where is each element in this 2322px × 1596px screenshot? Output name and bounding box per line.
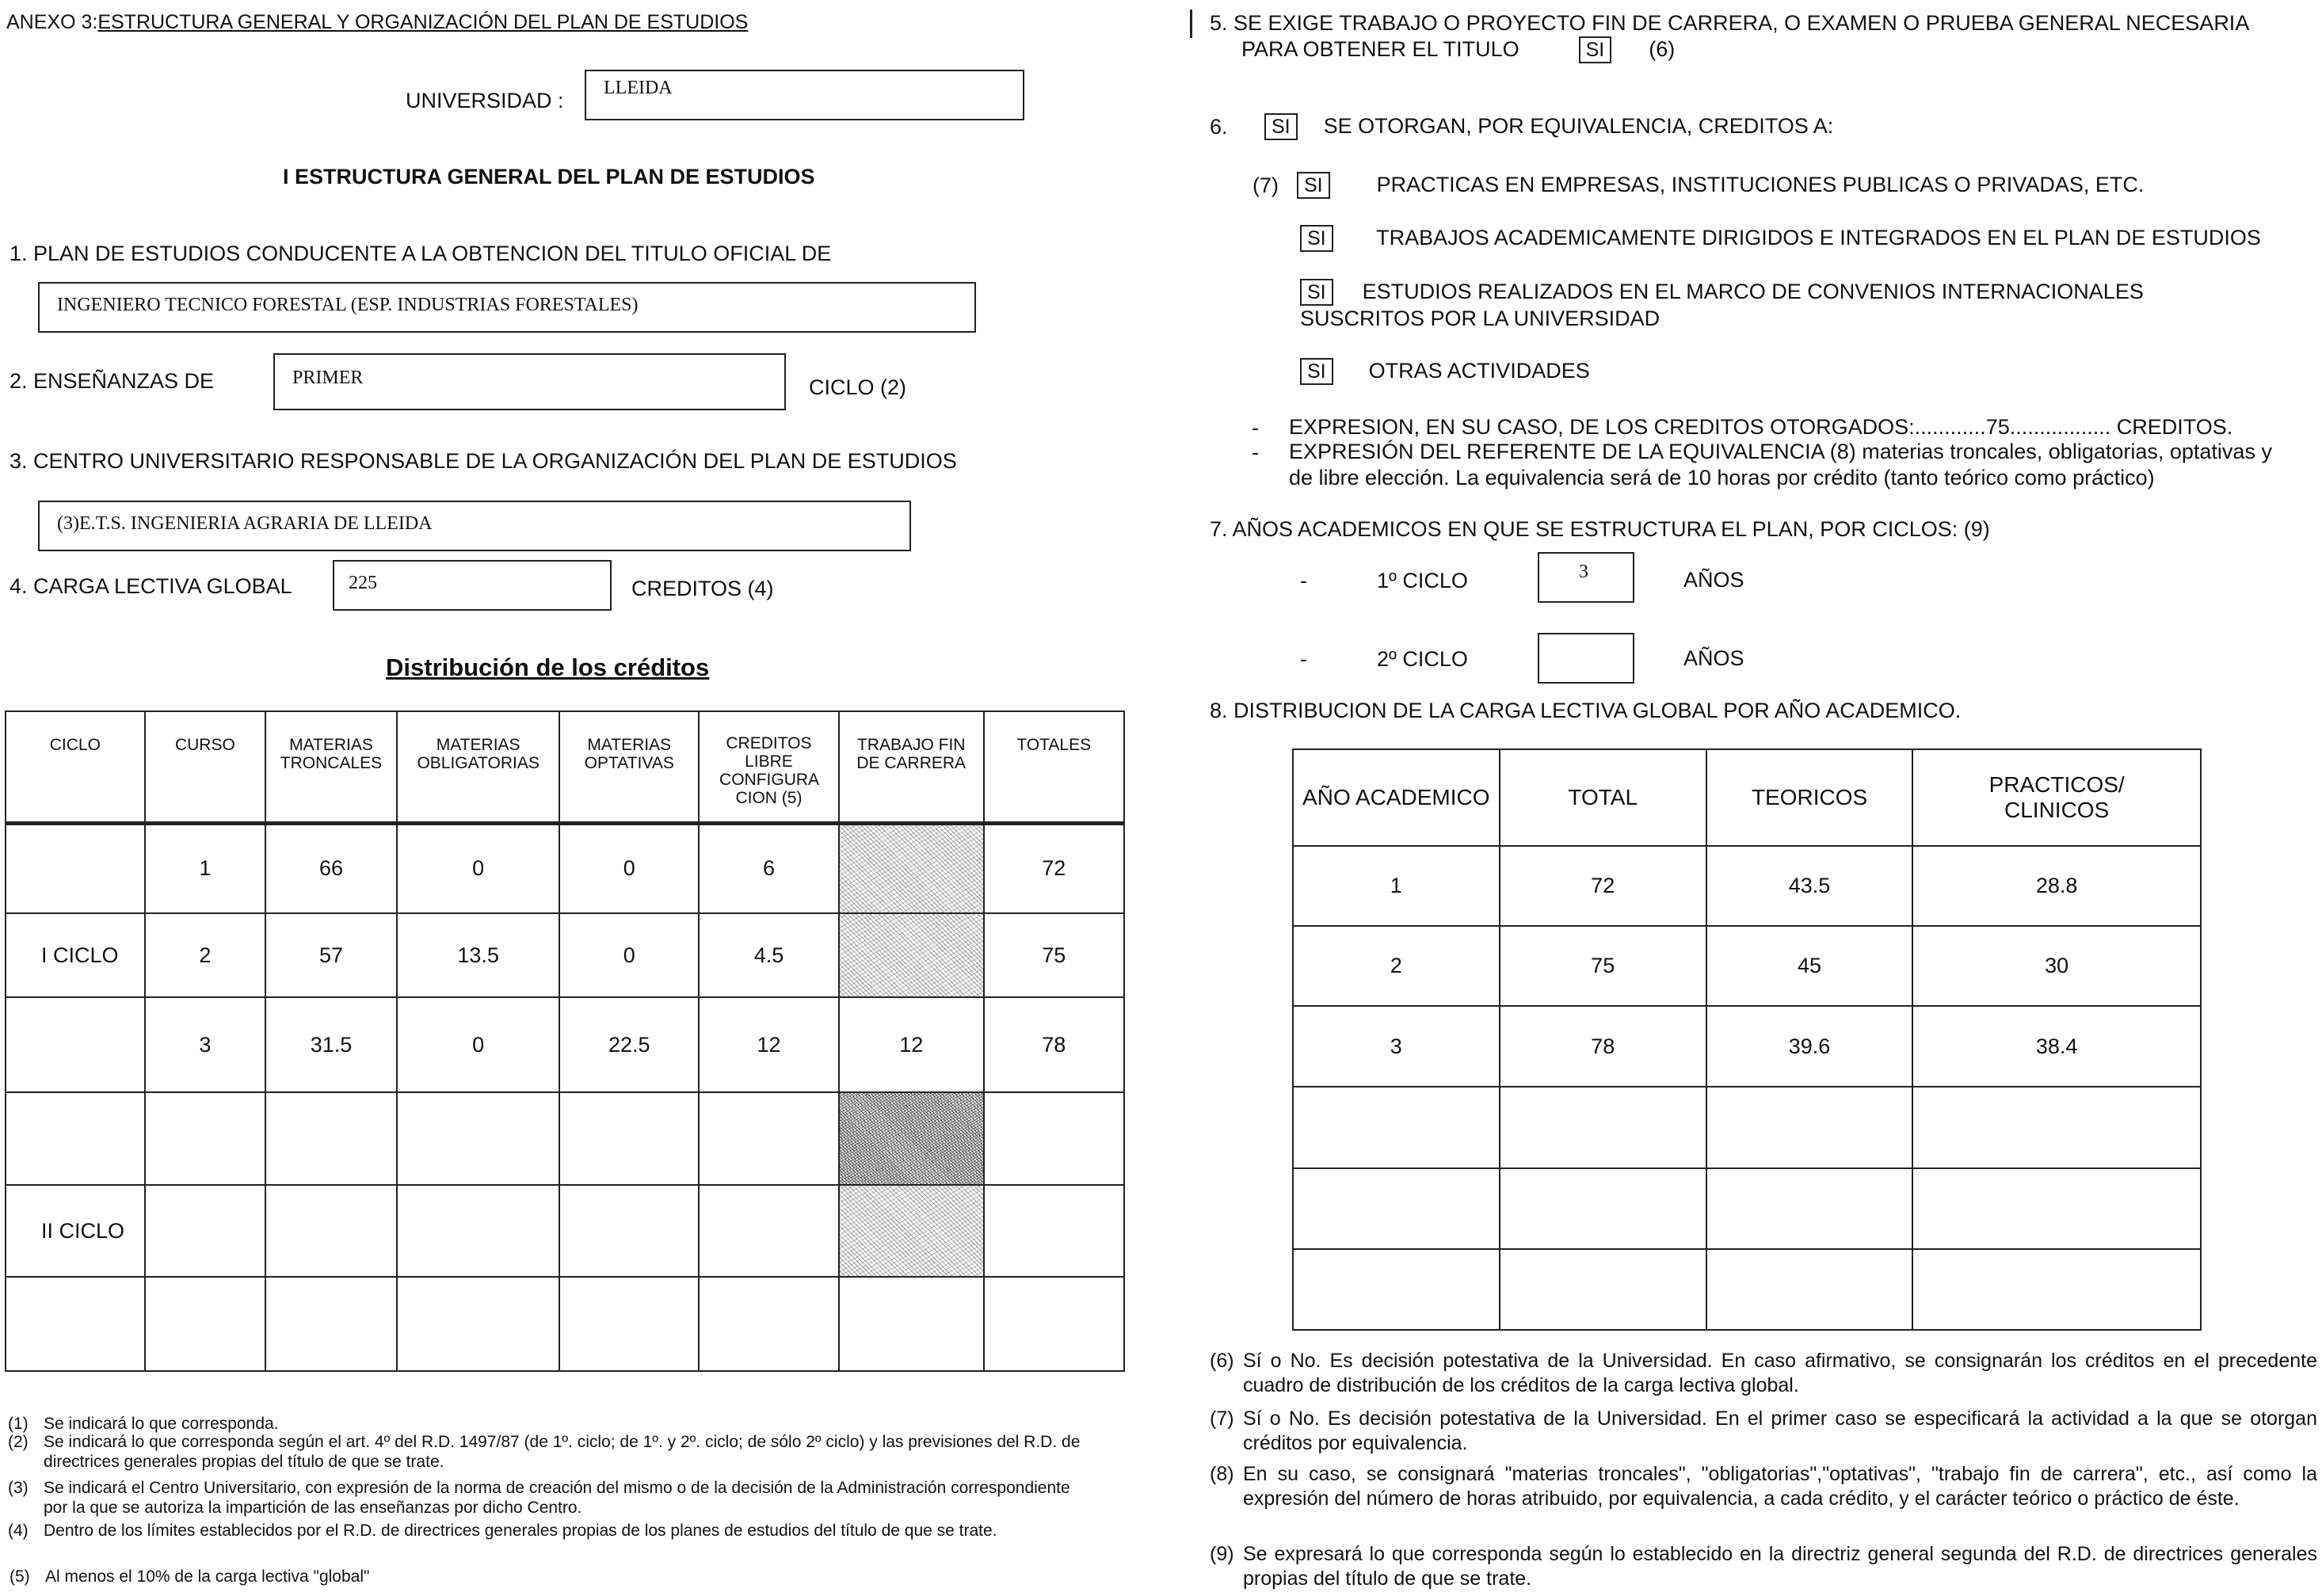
table-cell [984,1092,1124,1185]
cycle-1-label: 1º CICLO [1377,569,1468,592]
footnote: (5) Al menos el 10% de la carga lectiva "global" [10,1567,370,1586]
table-cell: II CICLO [6,1185,145,1277]
table-cell [559,1092,699,1185]
table-cell: 1 [145,823,265,913]
years-unit: AÑOS [1683,568,1744,592]
item-6-num: 6. [1210,115,1228,139]
table-cell [1500,1168,1706,1249]
table-cell: 1 [1293,846,1500,926]
shaded-cell [839,1092,984,1185]
item-2-label: 2. ENSEÑANZAS DE [10,369,215,393]
table-cell [559,1277,699,1371]
table-cell: 12 [839,997,984,1092]
table-row [1293,1087,2201,1168]
equivalence-option: SI PRACTICAS EN EMPRESAS, INSTITUCIONES PUBLICAS O PRIVADAS, ETC. [1297,172,2144,199]
table-cell [397,1092,560,1185]
table-cell [1500,1087,1706,1168]
item-7-label: 7. AÑOS ACADEMICOS EN QUE SE ESTRUCTURA EL PLAN, POR CICLOS: (9) [1210,517,1990,541]
academic-year-table [1292,748,2202,1331]
table-cell [1912,1249,2201,1330]
footnote: (8) En su caso, se consignará "materias troncales", "obligatorias","optativas", "trabajo fin de carrera", etc., así como la expresión del número de horas atribuido, por equivalencia, a cada crédito, y el carácter teórico o práctico de éste. [1210,1463,2317,1510]
table-row [6,1277,1124,1371]
si-box: SI [1300,358,1333,385]
expression-credits: EXPRESION, EN SU CASO, DE LOS CREDITOS OTORGADOS:............75................. CREDITOS. [1289,415,2233,439]
table-cell: 13.5 [397,913,560,997]
table-row [6,1092,1124,1185]
cycle-2-years-field [1538,633,1634,684]
table-cell: 39.6 [1706,1006,1912,1087]
column-header: TRABAJO FIN DE CARRERA [839,711,984,823]
si-box: SI [1300,225,1333,252]
dash: - [1252,416,1259,440]
credit-distribution-table [5,710,1125,1372]
distribution-title: Distribución de los créditos [386,653,710,681]
table-cell: 0 [559,913,699,997]
item-6-prefix: (7) [1253,173,1279,197]
table-cell: 22.5 [559,997,699,1092]
table-cell [1912,1168,2201,1249]
table-cell [6,1092,145,1185]
dash: - [1252,440,1259,464]
equivalence-option-cont: SUSCRITOS POR LA UNIVERSIDAD [1300,307,1660,330]
table-cell [984,1185,1124,1277]
item-6-line: SI SE OTORGAN, POR EQUIVALENCIA, CREDITOS A: [1264,113,1833,140]
table-cell [699,1092,839,1185]
table-cell [1706,1249,1912,1330]
si-box: SI [1264,113,1298,140]
table-header-row [6,711,1124,823]
item-4-label: 4. CARGA LECTIVA GLOBAL [10,574,292,598]
credits-value: 225 [349,573,377,593]
footnote: (4) Dentro de los límites establecidos por el R.D. de directrices generales propias de los planes de estudios del título de que se trate. [8,1522,997,1540]
table-cell [699,1277,839,1371]
footnote: (1) Se indicará lo que corresponda. [8,1415,279,1433]
table-cell [839,1277,984,1371]
shaded-cell [839,823,984,913]
table-cell: 2 [1293,926,1500,1006]
table-row [1293,1168,2201,1249]
table-row [1293,926,2201,1006]
annex-prefix: ANEXO 3: [6,11,98,33]
cycle-1-years-field [1538,552,1634,603]
university-field [585,70,1024,120]
item-8-label: 8. DISTRIBUCION DE LA CARGA LECTIVA GLOBAL POR AÑO ACADEMICO. [1210,699,1962,722]
annex-heading [6,11,748,34]
column-header: AÑO ACADEMICO [1293,749,1500,846]
table-row [6,997,1124,1092]
credits-field [333,560,612,611]
section-title: I ESTRUCTURA GENERAL DEL PLAN DE ESTUDIOS [283,165,815,189]
table-cell [1293,1249,1500,1330]
column-header: MATERIAS OPTATIVAS [559,711,699,823]
footnote: (6) Sí o No. Es decisión potestativa de la Universidad. En caso afirmativo, se consignarán los créditos en el precedente cuadro de distribución de los créditos de la carga lectiva global. [1210,1350,2317,1397]
table-cell [265,1092,397,1185]
table-cell [1293,1087,1500,1168]
expression-reference-cont: de libre elección. La equivalencia será de 10 horas por crédito (tanto teórico como práctico) [1289,466,2155,489]
university-value: LLEIDA [604,78,673,98]
item-5-line2: PARA OBTENER EL TITULO SI (6) [1241,36,1675,63]
item-1-label: 1. PLAN DE ESTUDIOS CONDUCENTE A LA OBTENCION DEL TITULO OFICIAL DE [10,242,832,265]
table-cell [984,1277,1124,1371]
cycle-1-years-value: 3 [1579,562,1588,582]
table-cell: 12 [699,997,839,1092]
annex-title: ESTRUCTURA GENERAL Y ORGANIZACIÓN DEL PLAN DE ESTUDIOS [97,11,749,33]
column-header: TOTAL [1500,749,1706,846]
table-row [1293,1006,2201,1087]
column-header: CICLO [6,711,145,823]
table-cell [1706,1168,1912,1249]
university-label: UNIVERSIDAD : [406,89,564,112]
table-cell: 0 [397,823,560,913]
table-cell [6,997,145,1092]
center-value: (3)E.T.S. INGENIERIA AGRARIA DE LLEIDA [57,513,433,534]
si-box: SI [1300,279,1333,306]
column-header: CURSO [145,711,265,823]
table-cell: 75 [1500,926,1706,1006]
table-cell [1500,1249,1706,1330]
column-header: MATERIAS TRONCALES [265,711,397,823]
table-cell [397,1185,560,1277]
table-cell [145,1185,265,1277]
table-cell: 4.5 [699,913,839,997]
column-header: MATERIAS OBLIGATORIAS [397,711,560,823]
expression-reference: EXPRESIÓN DEL REFERENTE DE LA EQUIVALENCIA (8) materias troncales, obligatorias, optativas y [1289,440,2272,463]
table-cell [265,1277,397,1371]
table-cell [559,1185,699,1277]
table-cell: 72 [984,823,1124,913]
margin-mark [1190,10,1192,38]
table-cell [6,1277,145,1371]
table-row [6,1185,1124,1277]
table-cell: I CICLO [6,913,145,997]
si-box: SI [1297,172,1330,199]
table-cell: 6 [699,823,839,913]
equivalence-option: SI TRABAJOS ACADEMICAMENTE DIRIGIDOS E INTEGRADOS EN EL PLAN DE ESTUDIOS [1300,225,2261,252]
equivalence-option: SI OTRAS ACTIVIDADES [1300,358,1590,385]
table-cell: 0 [559,823,699,913]
table-cell [1912,1087,2201,1168]
degree-title-field [38,282,976,333]
table-cell: 75 [984,913,1124,997]
table-cell [265,1185,397,1277]
table-cell [397,1277,560,1371]
table-cell: 78 [984,997,1124,1092]
table-row [1293,1249,2201,1330]
table-cell: 66 [265,823,397,913]
column-header: CREDITOS LIBRE CONFIGURA CION (5) [699,711,839,823]
footnote: (2) Se indicará lo que corresponda según el art. 4º del R.D. 1497/87 (de 1º. ciclo; de 1º. y 2º. ciclo; de sólo 2º ciclo) y las previsiones del R.D. de directrices generales propias del título de que se trate. [8,1433,1081,1472]
cycle-2-label: 2º CICLO [1377,647,1468,671]
table-cell [699,1185,839,1277]
table-cell: 3 [145,997,265,1092]
table-cell: 0 [397,997,560,1092]
table-row [6,823,1124,913]
footnote: (7) Sí o No. Es decisión potestativa de la Universidad. En el primer caso se especificará la actividad a la que se otorgan créditos por equivalencia. [1210,1407,2317,1455]
years-unit: AÑOS [1683,646,1744,670]
table-cell: 43.5 [1706,846,1912,926]
footnote: (3) Se indicará el Centro Universitario, con expresión de la norma de creación del mismo o de la decisión de la Administración correspondiente por la que se autoriza la impartición de las enseñanzas por dicho Centro. [8,1479,1070,1518]
table-header-row [1293,749,2201,846]
table-cell [1293,1168,1500,1249]
shaded-cell [839,1185,984,1277]
center-field [38,501,911,551]
item-2-suffix: CICLO (2) [809,375,907,399]
table-cell: 45 [1706,926,1912,1006]
table-row [6,913,1124,997]
dash: - [1300,569,1307,592]
item-5-line1: 5. SE EXIGE TRABAJO O PROYECTO FIN DE CARRERA, O EXAMEN O PRUEBA GENERAL NECESARIA [1210,11,2250,35]
column-header: PRACTICOS/ CLINICOS [1912,749,2201,846]
table-row [1293,846,2201,926]
table-cell: 31.5 [265,997,397,1092]
shaded-cell [839,913,984,997]
table-cell [1706,1087,1912,1168]
table-cell: 30 [1912,926,2201,1006]
table-cell: 38.4 [1912,1006,2201,1087]
table-cell: 57 [265,913,397,997]
table-cell [6,823,145,913]
footnote: (9) Se expresará lo que corresponda según lo establecido en la directriz general segunda del R.D. de directrices generales propias del título de que se trate. [1210,1543,2317,1590]
cycle-field [273,353,786,410]
column-header: TOTALES [984,711,1124,823]
column-header: TEORICOS [1706,749,1912,846]
equivalence-option: SI ESTUDIOS REALIZADOS EN EL MARCO DE CONVENIOS INTERNACIONALES [1300,279,2144,306]
degree-title-value: INGENIERO TECNICO FORESTAL (ESP. INDUSTRIAS FORESTALES) [57,295,639,315]
table-cell: 3 [1293,1006,1500,1087]
table-cell: 78 [1500,1006,1706,1087]
item-4-suffix: CREDITOS (4) [631,577,774,600]
dash: - [1300,647,1307,671]
table-cell: 28.8 [1912,846,2201,926]
table-cell: 72 [1500,846,1706,926]
table-cell [145,1092,265,1185]
si-box: SI [1579,36,1612,63]
table-cell: 2 [145,913,265,997]
table-cell [145,1277,265,1371]
cycle-value: PRIMER [292,368,364,388]
item-3-label: 3. CENTRO UNIVERSITARIO RESPONSABLE DE LA ORGANIZACIÓN DEL PLAN DE ESTUDIOS [10,449,957,473]
